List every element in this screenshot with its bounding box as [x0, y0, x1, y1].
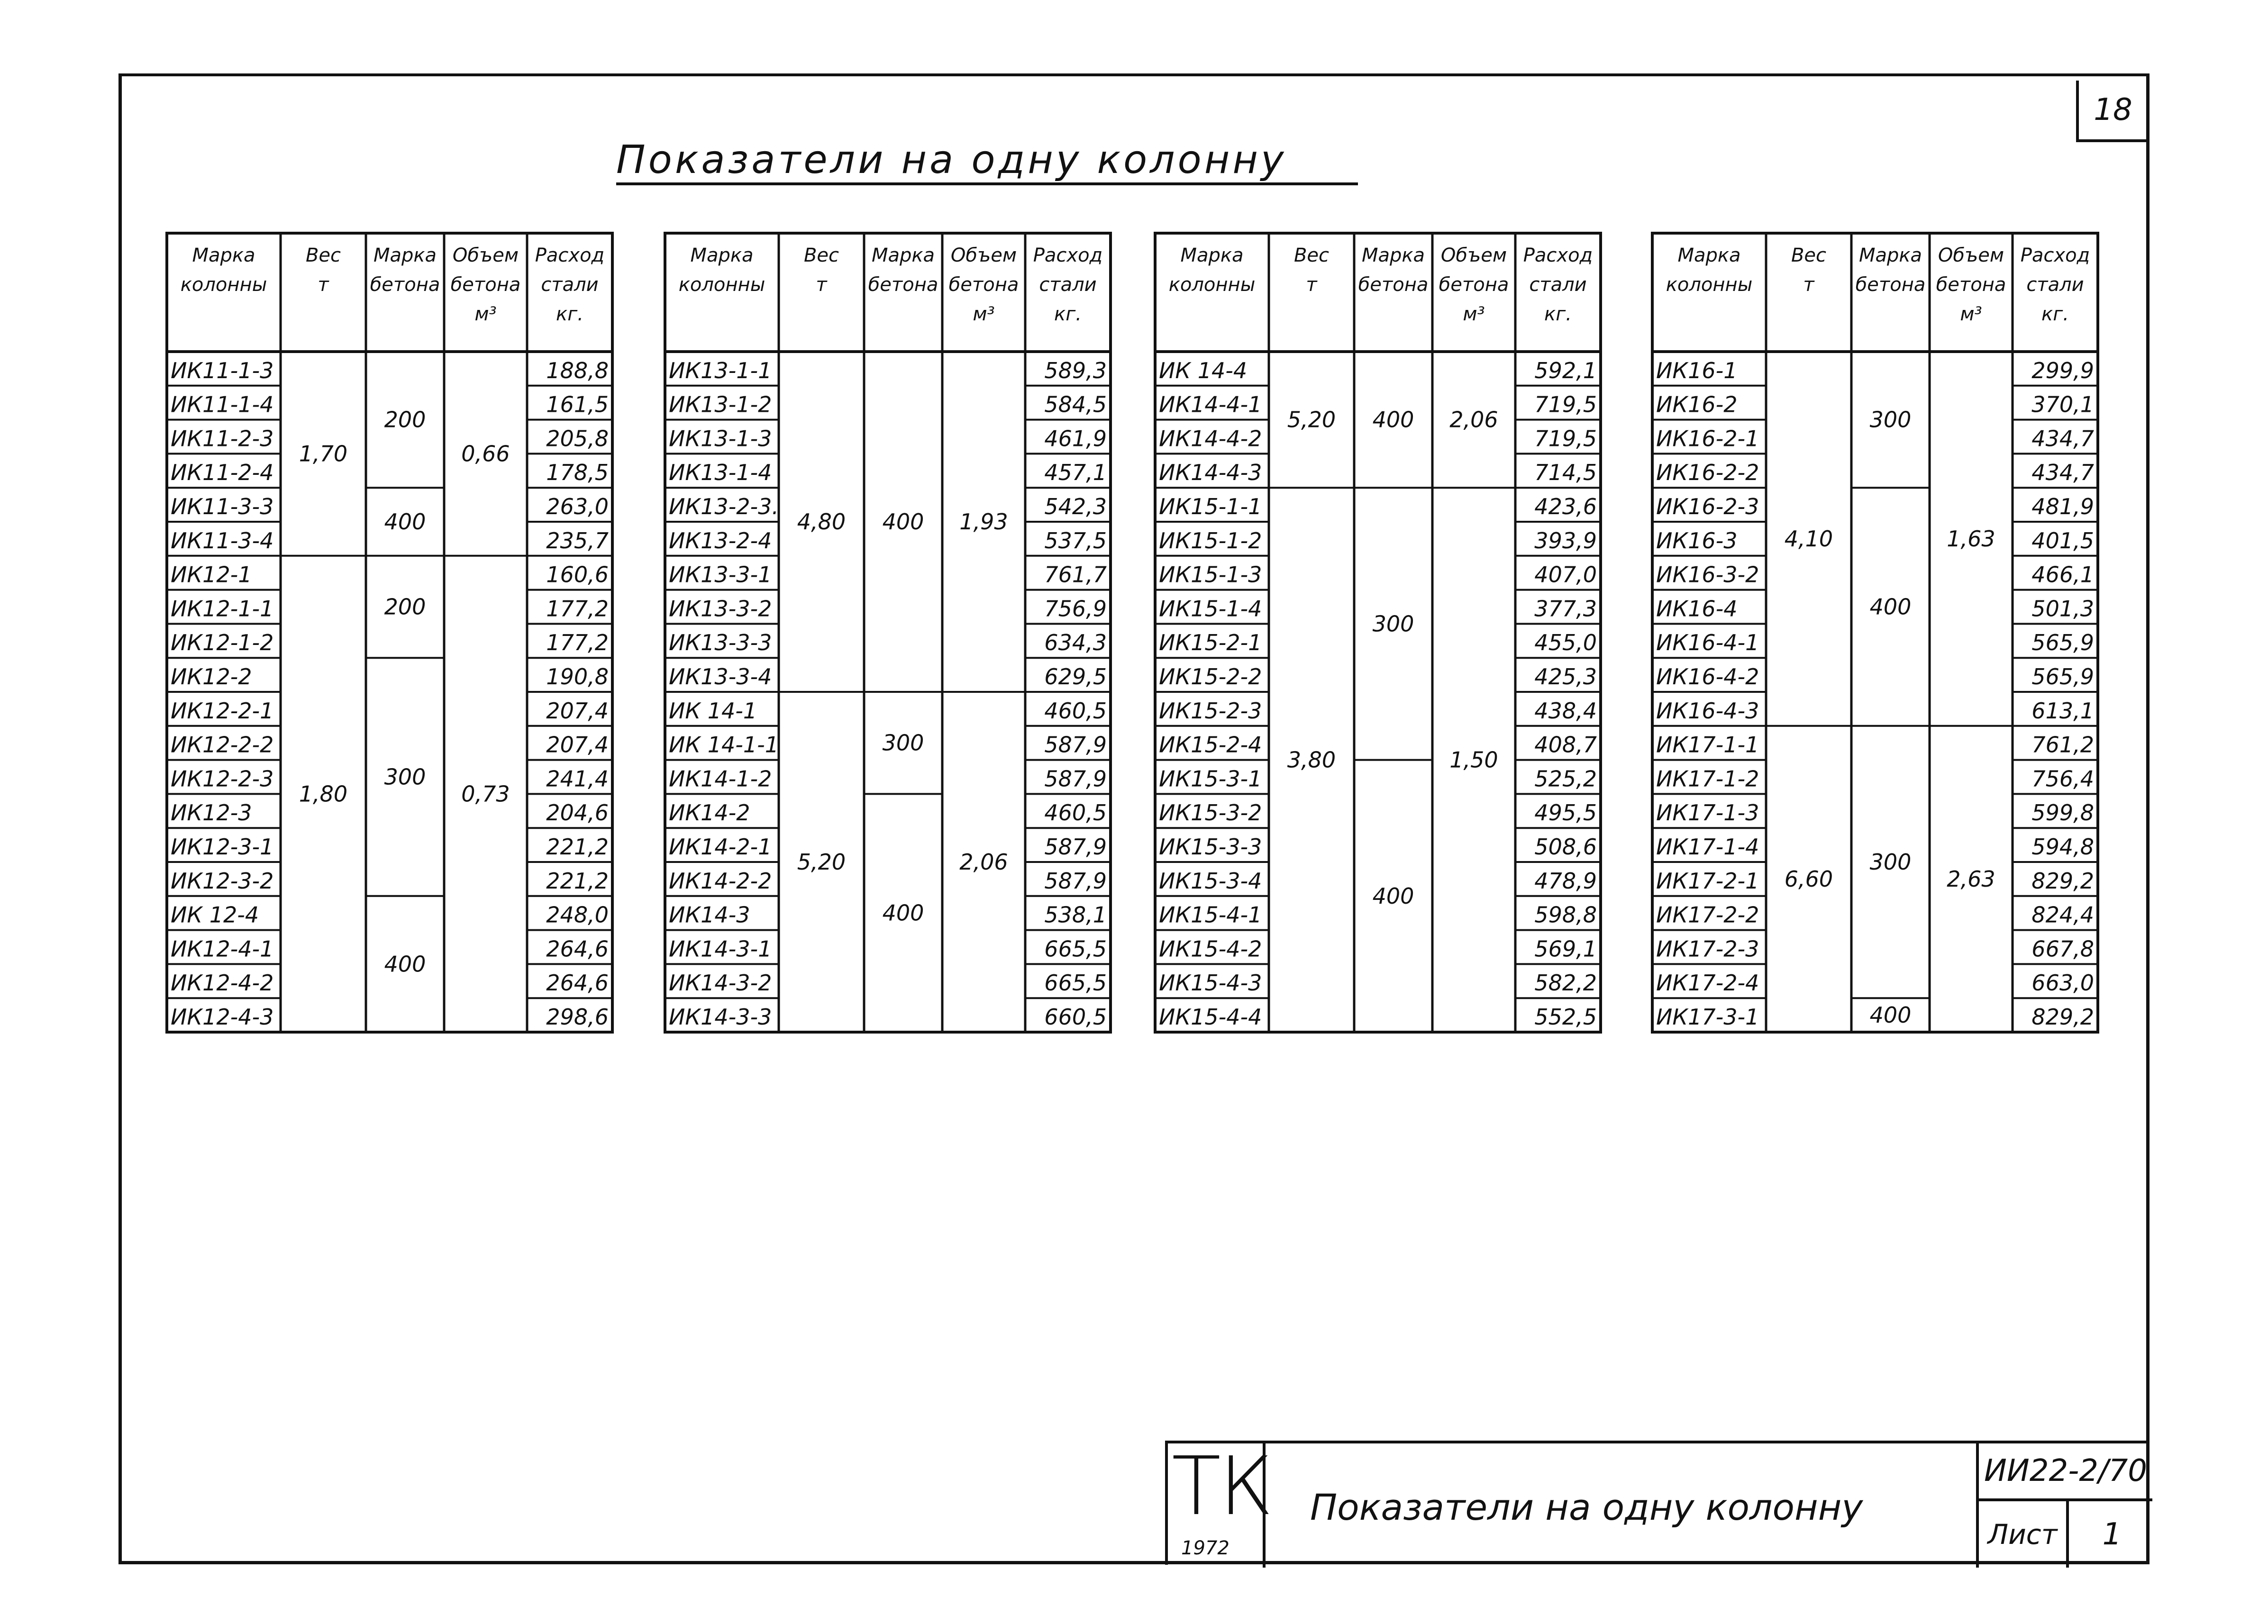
steel-consumption: 660,5	[1044, 1004, 1107, 1030]
steel-consumption: 587,9	[1044, 766, 1107, 792]
column-mark: ИК 12-4	[171, 902, 259, 928]
group-value-grade: 300	[384, 764, 426, 790]
column-mark: ИК14-2-1	[669, 834, 772, 860]
group-value-weight: 6,60	[1784, 866, 1833, 892]
steel-consumption: 393,9	[1534, 527, 1597, 553]
group-value-grade: 400	[1869, 1002, 1912, 1028]
column-header-text: Марка	[1858, 245, 1922, 266]
steel-consumption: 455,0	[1534, 630, 1597, 656]
column-mark: ИК17-2-4	[1656, 970, 1759, 996]
column-header-text: Марка	[1677, 245, 1741, 266]
column-header-text: бетона	[948, 274, 1019, 296]
column-header-text: Вес	[1791, 245, 1827, 266]
steel-consumption: 665,5	[1044, 936, 1107, 962]
steel-consumption: 565,9	[2031, 630, 2094, 656]
column-mark: ИК13-2-3.	[669, 494, 779, 519]
column-header-text: Расход	[1523, 245, 1593, 266]
indicator-table-2	[665, 233, 1111, 1032]
column-mark: ИК13-1-4	[669, 460, 772, 486]
steel-consumption: 587,9	[1044, 868, 1107, 894]
column-mark: ИК12-1-1	[171, 596, 274, 622]
column-header-text: Объем	[1938, 245, 2004, 266]
group-value-volume: 2,06	[1449, 407, 1498, 433]
steel-consumption: 584,5	[1044, 391, 1107, 417]
group-value-weight: 1,80	[299, 781, 348, 807]
column-mark: ИК17-1-1	[1656, 732, 1759, 758]
steel-consumption: 207,4	[546, 732, 609, 758]
group-value-grade: 400	[1869, 594, 1912, 620]
column-header-text: Марка	[192, 245, 255, 266]
column-header-text: Вес	[305, 245, 341, 266]
column-mark: ИК11-1-4	[171, 391, 274, 417]
group-value-volume: 2,63	[1947, 866, 1995, 892]
column-mark: ИК13-1-1	[669, 357, 772, 383]
column-mark: ИК17-2-1	[1656, 868, 1759, 894]
column-header-text: м³	[973, 303, 995, 325]
column-header-text: Вес	[803, 245, 839, 266]
column-mark: ИК 14-4	[1159, 357, 1248, 383]
column-mark: ИК15-4-4	[1159, 1004, 1262, 1030]
column-mark: ИК12-2-2	[171, 732, 274, 758]
steel-consumption: 425,3	[1534, 664, 1597, 690]
column-mark: ИК15-3-1	[1159, 766, 1262, 792]
column-mark: ИК13-3-2	[669, 596, 772, 622]
indicator-table-3	[1155, 233, 1601, 1032]
group-value-grade: 300	[882, 730, 924, 756]
group-value-grade: 400	[1372, 883, 1414, 909]
steel-consumption: 407,0	[1534, 562, 1597, 588]
column-header-text: бетона	[1936, 274, 2006, 296]
steel-consumption: 248,0	[546, 902, 609, 928]
group-value-weight: 4,80	[797, 509, 846, 535]
group-value-grade: 400	[1372, 407, 1414, 433]
steel-consumption: 719,5	[1534, 391, 1597, 417]
steel-consumption: 598,8	[1534, 902, 1597, 928]
column-mark: ИК12-3	[171, 800, 252, 826]
column-header-text: т	[1306, 274, 1317, 296]
steel-consumption: 460,5	[1044, 800, 1107, 826]
group-value-volume: 2,06	[959, 849, 1008, 875]
steel-consumption: 207,4	[546, 698, 609, 724]
group-value-weight: 5,20	[1287, 407, 1336, 433]
steel-consumption: 377,3	[1534, 596, 1597, 622]
sheet-label: Лист	[1979, 1501, 2069, 1568]
column-mark: ИК12-1-2	[171, 630, 274, 656]
column-mark: ИК11-1-3	[171, 357, 274, 383]
column-header-text: стали	[1039, 274, 1097, 296]
steel-consumption: 538,1	[1044, 902, 1107, 928]
steel-consumption: 178,5	[546, 460, 609, 486]
sheet-number-stamp: 1	[2102, 1517, 2122, 1552]
column-header-text: Марка	[1180, 245, 1244, 266]
column-mark: ИК14-3-3	[669, 1004, 772, 1030]
column-mark: ИК17-1-3	[1656, 800, 1759, 826]
steel-consumption: 204,6	[546, 800, 609, 826]
column-header-text: Вес	[1293, 245, 1330, 266]
steel-consumption: 423,6	[1534, 494, 1597, 519]
steel-consumption: 434,7	[2031, 460, 2094, 486]
steel-consumption: 565,9	[2031, 664, 2094, 690]
column-mark: ИК16-4-1	[1656, 630, 1759, 656]
group-value-grade: 400	[384, 951, 426, 977]
column-mark: ИК16-1	[1656, 357, 1738, 383]
group-value-volume: 1,63	[1947, 526, 1995, 552]
steel-consumption: 761,2	[2031, 732, 2094, 758]
page-title: Показатели на одну колонну	[616, 137, 1287, 182]
column-header-text: бетона	[1358, 274, 1429, 296]
steel-consumption: 592,1	[1534, 357, 1597, 383]
steel-consumption: 824,4	[2031, 902, 2094, 928]
steel-consumption: 221,2	[546, 868, 609, 894]
steel-consumption: 599,8	[2031, 800, 2094, 826]
steel-consumption: 663,0	[2031, 970, 2094, 996]
column-mark: ИК15-4-2	[1159, 936, 1262, 962]
steel-consumption: 756,9	[1044, 596, 1107, 622]
group-value-weight: 3,80	[1287, 747, 1336, 773]
column-mark: ИК17-1-4	[1656, 834, 1759, 860]
column-mark: ИК15-4-1	[1159, 902, 1262, 928]
column-header-text: бетона	[450, 274, 521, 296]
steel-consumption: 177,2	[546, 630, 609, 656]
steel-consumption: 161,5	[546, 391, 609, 417]
steel-consumption: 508,6	[1534, 834, 1597, 860]
group-value-grade: 200	[384, 594, 426, 620]
column-header-text: колонны	[678, 274, 765, 296]
steel-consumption: 190,8	[546, 664, 609, 690]
column-mark: ИК16-4	[1656, 596, 1738, 622]
column-header-text: стали	[541, 274, 599, 296]
column-header-text: кг.	[1544, 303, 1572, 325]
steel-consumption: 569,1	[1534, 936, 1597, 962]
column-mark: ИК14-2	[669, 800, 750, 826]
steel-consumption: 205,8	[546, 426, 609, 452]
column-mark: ИК16-4-2	[1656, 664, 1759, 690]
group-value-grade: 200	[384, 407, 426, 433]
column-mark: ИК15-3-2	[1159, 800, 1262, 826]
steel-consumption: 235,7	[546, 527, 609, 553]
column-header-text: колонны	[180, 274, 267, 296]
steel-consumption: 461,9	[1044, 426, 1107, 452]
column-header-text: бетона	[370, 274, 440, 296]
column-header-text: бетона	[1855, 274, 1926, 296]
org-cell	[1168, 1440, 1272, 1568]
column-mark: ИК16-2-2	[1656, 460, 1759, 486]
column-mark: ИК13-3-3	[669, 630, 772, 656]
column-header-text: кг.	[1054, 303, 1082, 325]
column-header-text: Марка	[871, 245, 935, 266]
column-mark: ИК16-2	[1656, 391, 1738, 417]
steel-consumption: 613,1	[2031, 698, 2094, 724]
column-mark: ИК11-2-3	[171, 426, 274, 452]
steel-consumption: 241,4	[546, 766, 609, 792]
steel-consumption: 634,3	[1044, 630, 1107, 656]
table-svg	[1155, 233, 1601, 1032]
column-mark: ИК16-4-3	[1656, 698, 1759, 724]
column-mark: ИК12-3-1	[171, 834, 274, 860]
column-mark: ИК16-2-3	[1656, 494, 1759, 519]
column-mark: ИК14-3-2	[669, 970, 772, 996]
column-mark: ИК17-2-2	[1656, 902, 1759, 928]
steel-consumption: 408,7	[1534, 732, 1597, 758]
steel-consumption: 829,2	[2031, 1004, 2094, 1030]
stamp-title: Показатели на одну колонну	[1310, 1486, 1863, 1528]
column-mark: ИК17-3-1	[1656, 1004, 1759, 1030]
steel-consumption: 460,5	[1044, 698, 1107, 724]
column-header-text: стали	[2026, 274, 2084, 296]
group-value-grade: 400	[384, 509, 426, 535]
document-code: ИИ22-2/70	[1979, 1443, 2152, 1501]
steel-consumption: 719,5	[1534, 426, 1597, 452]
column-mark: ИК11-2-4	[171, 460, 274, 486]
stamp-right-block	[1976, 1443, 2152, 1568]
column-mark: ИК14-3	[669, 902, 750, 928]
column-header-text: бетона	[868, 274, 938, 296]
column-header-text: Объем	[1440, 245, 1507, 266]
steel-consumption: 177,2	[546, 596, 609, 622]
group-value-grade: 300	[1869, 849, 1912, 875]
steel-consumption: 221,2	[546, 834, 609, 860]
indicator-table-1	[167, 233, 612, 1032]
steel-consumption: 587,9	[1044, 732, 1107, 758]
steel-consumption: 667,8	[2031, 936, 2094, 962]
column-mark: ИК12-2	[171, 664, 252, 690]
column-mark: ИК 14-1-1	[669, 732, 779, 758]
column-mark: ИК16-3-2	[1656, 562, 1759, 588]
steel-consumption: 401,5	[2031, 527, 2094, 553]
steel-consumption: 594,8	[2031, 834, 2094, 860]
column-header-text: Расход	[535, 245, 605, 266]
column-header-text: бетона	[1439, 274, 1509, 296]
steel-consumption: 552,5	[1534, 1004, 1597, 1030]
steel-consumption: 481,9	[2031, 494, 2094, 519]
steel-consumption: 299,9	[2031, 357, 2094, 383]
column-header-text: Объем	[950, 245, 1017, 266]
column-mark: ИК15-3-4	[1159, 868, 1262, 894]
steel-consumption: 264,6	[546, 970, 609, 996]
column-mark: ИК15-4-3	[1159, 970, 1262, 996]
column-mark: ИК15-1-2	[1159, 527, 1262, 553]
group-value-weight: 5,20	[797, 849, 846, 875]
steel-consumption: 629,5	[1044, 664, 1107, 690]
group-value-grade: 300	[1372, 611, 1414, 637]
column-mark: ИК15-1-4	[1159, 596, 1262, 622]
steel-consumption: 542,3	[1044, 494, 1107, 519]
column-header-text: м³	[474, 303, 497, 325]
steel-consumption: 263,0	[546, 494, 609, 519]
column-mark: ИК15-1-3	[1159, 562, 1262, 588]
column-mark: ИК12-3-2	[171, 868, 274, 894]
steel-consumption: 756,4	[2031, 766, 2094, 792]
column-mark: ИК17-1-2	[1656, 766, 1759, 792]
column-mark: ИК11-3-4	[171, 527, 274, 553]
column-header-text: кг.	[556, 303, 583, 325]
steel-consumption: 160,6	[546, 562, 609, 588]
column-header-text: Марка	[1361, 245, 1425, 266]
column-mark: ИК12-4-2	[171, 970, 274, 996]
steel-consumption: 434,7	[2031, 426, 2094, 452]
title-underline	[616, 182, 1358, 185]
steel-consumption: 188,8	[546, 357, 609, 383]
column-mark: ИК12-4-3	[171, 1004, 274, 1030]
column-mark: ИК15-1-1	[1159, 494, 1262, 519]
group-value-volume: 1,93	[959, 509, 1008, 535]
steel-consumption: 829,2	[2031, 868, 2094, 894]
column-mark: ИК15-2-3	[1159, 698, 1262, 724]
column-mark: ИК14-4-1	[1159, 391, 1262, 417]
column-mark: ИК12-2-3	[171, 766, 274, 792]
column-mark: ИК13-3-1	[669, 562, 772, 588]
table-svg	[665, 233, 1111, 1032]
steel-consumption: 587,9	[1044, 834, 1107, 860]
column-mark: ИК16-2-1	[1656, 426, 1759, 452]
column-header-text: т	[318, 274, 329, 296]
column-header-text: т	[816, 274, 827, 296]
stamp-year: 1972	[1181, 1537, 1230, 1559]
column-mark: ИК16-3	[1656, 527, 1738, 553]
column-header-text: Объем	[452, 245, 519, 266]
column-mark: ИК17-2-3	[1656, 936, 1759, 962]
group-value-grade: 300	[1869, 407, 1912, 433]
group-value-volume: 0,73	[461, 781, 510, 807]
title-block	[1165, 1441, 2150, 1565]
steel-consumption: 466,1	[2031, 562, 2094, 588]
steel-consumption: 589,3	[1044, 357, 1107, 383]
column-header-text: стали	[1529, 274, 1587, 296]
column-mark: ИК12-4-1	[171, 936, 274, 962]
group-value-volume: 1,50	[1449, 747, 1498, 773]
column-header-text: Расход	[1033, 245, 1103, 266]
sheet-number: 18	[2076, 81, 2147, 142]
column-mark: ИК13-2-4	[669, 527, 772, 553]
column-mark: ИК 14-1	[669, 698, 757, 724]
column-header-text: Марка	[373, 245, 437, 266]
steel-consumption: 501,3	[2031, 596, 2094, 622]
column-header-text: Марка	[690, 245, 754, 266]
column-header-text: м³	[1463, 303, 1485, 325]
column-mark: ИК13-1-2	[669, 391, 772, 417]
column-mark: ИК15-2-1	[1159, 630, 1262, 656]
column-header-text: колонны	[1168, 274, 1256, 296]
column-header-text: колонны	[1666, 274, 1753, 296]
steel-consumption: 264,6	[546, 936, 609, 962]
column-mark: ИК13-3-4	[669, 664, 772, 690]
table-svg	[1652, 233, 2098, 1032]
column-mark: ИК14-2-2	[669, 868, 772, 894]
column-header-text: т	[1803, 274, 1814, 296]
column-header-text: кг.	[2041, 303, 2069, 325]
steel-consumption: 714,5	[1534, 460, 1597, 486]
group-value-volume: 0,66	[461, 441, 510, 467]
column-mark: ИК14-4-2	[1159, 426, 1262, 452]
steel-consumption: 537,5	[1044, 527, 1107, 553]
steel-consumption: 665,5	[1044, 970, 1107, 996]
column-header-text: Расход	[2020, 245, 2090, 266]
column-mark: ИК14-3-1	[669, 936, 772, 962]
column-mark: ИК13-1-3	[669, 426, 772, 452]
steel-consumption: 582,2	[1534, 970, 1597, 996]
group-value-grade: 400	[882, 900, 924, 926]
indicator-table-4	[1652, 233, 2098, 1032]
steel-consumption: 370,1	[2031, 391, 2094, 417]
column-mark: ИК12-2-1	[171, 698, 274, 724]
column-mark: ИК15-3-3	[1159, 834, 1262, 860]
steel-consumption: 761,7	[1044, 562, 1107, 588]
group-value-weight: 4,10	[1784, 526, 1833, 552]
column-mark: ИК15-2-4	[1159, 732, 1262, 758]
steel-consumption: 495,5	[1534, 800, 1597, 826]
org-mark: ТК	[1172, 1440, 1272, 1533]
column-mark: ИК11-3-3	[171, 494, 274, 519]
steel-consumption: 438,4	[1534, 698, 1597, 724]
column-mark: ИК14-1-2	[669, 766, 772, 792]
table-svg	[167, 233, 612, 1032]
steel-consumption: 298,6	[546, 1004, 609, 1030]
column-mark: ИК15-2-2	[1159, 664, 1262, 690]
column-mark: ИК12-1	[171, 562, 252, 588]
steel-consumption: 525,2	[1534, 766, 1597, 792]
column-header-text: м³	[1960, 303, 1982, 325]
group-value-weight: 1,70	[299, 441, 348, 467]
steel-consumption: 457,1	[1044, 460, 1107, 486]
group-value-grade: 400	[882, 509, 924, 535]
steel-consumption: 478,9	[1534, 868, 1597, 894]
column-mark: ИК14-4-3	[1159, 460, 1262, 486]
